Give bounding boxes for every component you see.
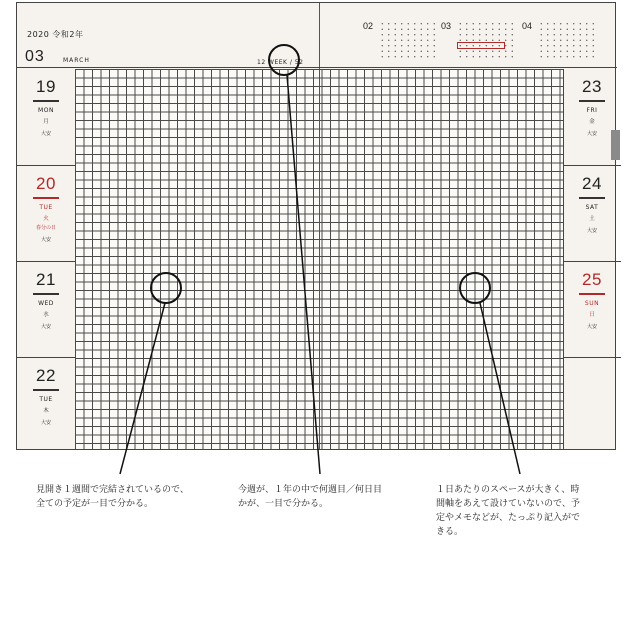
mini-month-label: 02 <box>363 21 374 31</box>
weekday-en: SUN <box>584 300 600 307</box>
day-number: 24 <box>582 174 602 193</box>
rokuyo-label: 大安 <box>40 324 51 330</box>
callout-line-week <box>287 75 320 474</box>
caption-line: 今週が、１年の中で何週目／何日目 <box>238 485 383 495</box>
holiday-label: 春分の日 <box>35 225 56 231</box>
year-label: 2020 令和2年 <box>27 30 84 39</box>
caption-line: 定やメモなどが、たっぷり記入がで <box>436 513 581 523</box>
caption-line: 全ての予定が一目で分かる。 <box>36 499 154 509</box>
weekday-jp: 木 <box>43 408 49 414</box>
weekday-jp: 日 <box>589 312 595 318</box>
mini-month-label: 03 <box>441 21 452 31</box>
caption-line: 間軸をあえて設けていないので、予 <box>436 499 580 509</box>
callout-line-left <box>120 303 165 474</box>
rokuyo-label: 大安 <box>586 324 597 330</box>
weekday-en: SAT <box>585 204 599 211</box>
rokuyo-label: 大安 <box>40 420 51 426</box>
caption-day-space <box>436 483 580 539</box>
caption-line: きる。 <box>436 527 464 537</box>
weekday-jp: 月 <box>43 119 49 125</box>
caption-week-number <box>238 483 382 511</box>
day-number: 22 <box>36 366 56 385</box>
weekday-jp: 金 <box>589 119 595 125</box>
day-number: 20 <box>36 174 56 193</box>
caption-week-overview <box>36 483 189 511</box>
weekday-en: TUE <box>39 204 53 211</box>
caption-line: １日あたりのスペースが大きく、時 <box>436 485 580 495</box>
rokuyo-label: 大安 <box>40 237 51 243</box>
mini-month-label: 04 <box>522 21 533 31</box>
weekday-en: FRI <box>586 107 598 114</box>
weekday-en: WED <box>38 300 54 307</box>
day-number: 25 <box>582 270 602 289</box>
rokuyo-label: 大安 <box>586 131 597 137</box>
day-number: 23 <box>582 77 602 96</box>
weekday-jp: 水 <box>43 312 49 318</box>
day-number: 21 <box>36 270 56 289</box>
weekday-jp: 火 <box>43 216 49 222</box>
weekday-en: MON <box>38 107 54 114</box>
weekday-en: TUE <box>39 396 53 403</box>
day-number: 19 <box>36 77 56 96</box>
month-number: 03 <box>25 48 45 65</box>
rokuyo-label: 大安 <box>586 228 597 234</box>
week-counter: 12 WEEK / 52 <box>257 59 304 66</box>
weekday-jp: 土 <box>589 216 595 222</box>
callout-line-right <box>480 303 520 474</box>
caption-line: 見開き１週間で完結されているので、 <box>36 485 189 495</box>
caption-line: かが、一目で分かる。 <box>238 499 329 509</box>
rokuyo-label: 大安 <box>40 131 51 137</box>
month-name: MARCH <box>63 57 90 64</box>
